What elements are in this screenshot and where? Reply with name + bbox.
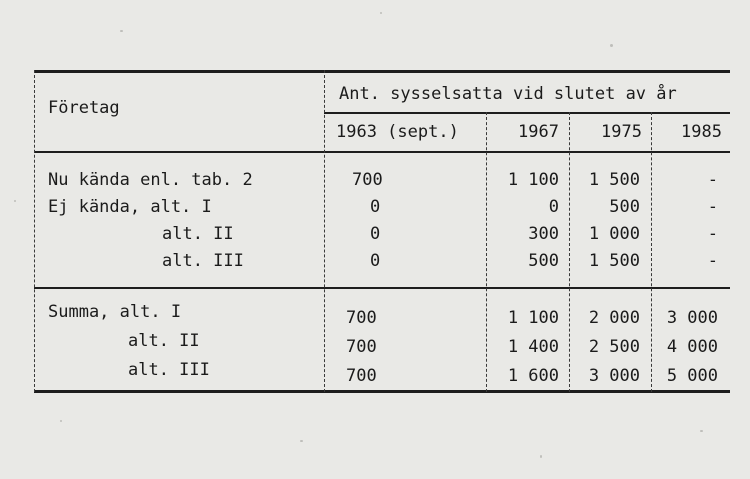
- col-divider-1967: [569, 112, 570, 392]
- value-1963: 700: [346, 337, 377, 357]
- col-divider-1975: [651, 112, 652, 392]
- value-1985: -: [707, 251, 718, 271]
- value-1963: 700: [346, 366, 377, 386]
- header-subrule: [324, 112, 730, 114]
- year-header-1975: 1975: [601, 122, 642, 142]
- row-label: Nu kända enl. tab. 2: [48, 170, 253, 190]
- row-label: Summa, alt. I: [48, 302, 182, 322]
- value-1985: -: [707, 224, 718, 244]
- row-label-header: Företag: [48, 98, 120, 118]
- value-1975: 1 500: [588, 170, 640, 190]
- row-label: alt. II: [162, 224, 234, 244]
- value-1985: 5 000: [666, 366, 718, 386]
- value-1967: 500: [528, 251, 559, 271]
- value-1963: 0: [370, 197, 381, 217]
- group-header: Ant. sysselsatta vid slutet av år: [339, 84, 677, 104]
- value-1967: 1 100: [507, 170, 559, 190]
- table-left-border: [34, 70, 35, 392]
- value-1967: 300: [528, 224, 559, 244]
- employment-table: [34, 70, 730, 392]
- value-1963: 0: [370, 224, 381, 244]
- value-1985: -: [707, 170, 718, 190]
- header-bottom-rule: [34, 151, 730, 153]
- dust-speck: [380, 12, 382, 14]
- col-divider-1963: [486, 112, 487, 392]
- value-1975: 1 500: [588, 251, 640, 271]
- value-1985: 3 000: [666, 308, 718, 328]
- year-header-1967: 1967: [518, 122, 559, 142]
- dust-speck: [540, 455, 542, 458]
- table-top-rule: [34, 70, 730, 73]
- row-label: Ej kända, alt. I: [48, 197, 212, 217]
- value-1967: 1 400: [507, 337, 559, 357]
- dust-speck: [120, 30, 123, 32]
- value-1967: 1 600: [507, 366, 559, 386]
- row-label: alt. II: [128, 331, 200, 351]
- value-1975: 2 000: [588, 308, 640, 328]
- dust-speck: [300, 440, 303, 442]
- dust-speck: [700, 430, 703, 432]
- value-1975: 500: [609, 197, 640, 217]
- dust-speck: [60, 420, 62, 422]
- year-header-1963: 1963 (sept.): [336, 122, 459, 142]
- section-divider-rule: [34, 287, 730, 289]
- col-divider-label: [324, 70, 325, 392]
- dust-speck: [610, 44, 613, 47]
- dust-speck: [14, 200, 16, 202]
- value-1975: 2 500: [588, 337, 640, 357]
- row-label: alt. III: [128, 360, 210, 380]
- value-1967: 0: [548, 197, 559, 217]
- value-1985: 4 000: [666, 337, 718, 357]
- year-header-1985: 1985: [681, 122, 722, 142]
- value-1963: 700: [352, 170, 383, 190]
- value-1975: 3 000: [588, 366, 640, 386]
- value-1985: -: [707, 197, 718, 217]
- value-1963: 700: [346, 308, 377, 328]
- value-1975: 1 000: [588, 224, 640, 244]
- table-bottom-rule: [34, 390, 730, 393]
- value-1963: 0: [370, 251, 381, 271]
- value-1967: 1 100: [507, 308, 559, 328]
- row-label: alt. III: [162, 251, 244, 271]
